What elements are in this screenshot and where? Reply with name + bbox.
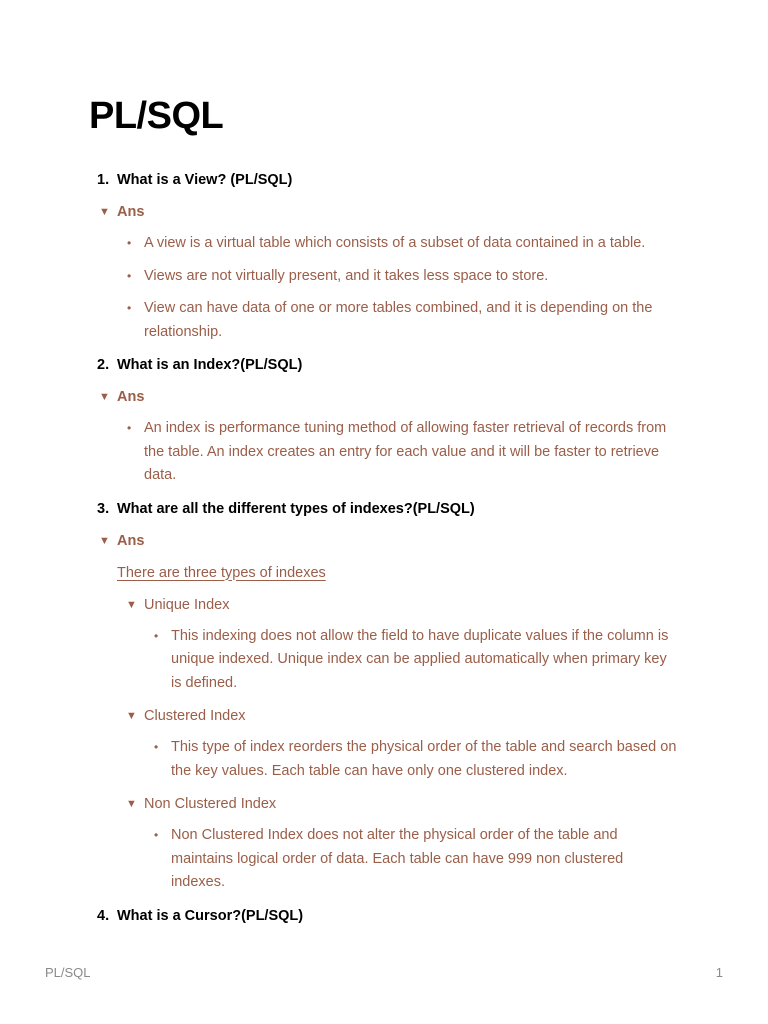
question-4 bbox=[0, 904, 768, 928]
page-number: 1 bbox=[715, 965, 723, 980]
bullet-text: Views are not virtually present, and it takes less space to store. bbox=[144, 267, 549, 284]
page-title: PL/SQL bbox=[89, 95, 224, 137]
triangle-down-icon[interactable]: ▼ bbox=[99, 391, 110, 403]
toggle-label[interactable]: Ans bbox=[117, 389, 145, 405]
answer-toggle-2[interactable] bbox=[0, 385, 768, 409]
bullet-text: This indexing does not allow the field to have duplicate values if the column is unique indexed. Unique index can be applied automatically when primary key is defined. bbox=[171, 627, 669, 691]
bullet-text: An index is performance tuning method of allowing faster retrieval of records from the table. An index creates an entry for each value and it will be faster to retrieve data. bbox=[144, 420, 667, 483]
triangle-down-icon[interactable]: ▼ bbox=[126, 798, 137, 810]
list-item bbox=[0, 297, 684, 344]
question-text: What are all the different types of indexes?(PL/SQL) bbox=[117, 500, 475, 517]
question-list bbox=[0, 168, 768, 936]
question-text: What is an Index?(PL/SQL) bbox=[117, 357, 303, 373]
list-item bbox=[0, 736, 681, 783]
question-1 bbox=[0, 168, 768, 192]
index-types-intro bbox=[0, 561, 768, 585]
list-item bbox=[0, 417, 684, 488]
list-item bbox=[0, 232, 684, 256]
question-number: 4. bbox=[97, 907, 110, 924]
bullet-icon: • bbox=[154, 740, 159, 754]
answer-toggle-1[interactable] bbox=[0, 200, 768, 224]
list-item bbox=[0, 824, 681, 895]
question-2 bbox=[0, 353, 768, 377]
question-text: What is a Cursor?(PL/SQL) bbox=[117, 907, 304, 924]
toggle-label[interactable]: Ans bbox=[117, 532, 145, 549]
list-item bbox=[0, 265, 684, 289]
bullet-icon: • bbox=[127, 421, 132, 435]
bullet-icon: • bbox=[154, 628, 159, 643]
toggle-label[interactable]: Ans bbox=[117, 204, 145, 220]
question-3 bbox=[0, 497, 768, 521]
bullet-icon: • bbox=[127, 268, 132, 283]
bullet-icon: • bbox=[127, 236, 132, 250]
subtype-toggle-unique-index[interactable] bbox=[0, 593, 768, 617]
bullet-text: Non Clustered Index does not alter the physical order of the table and maintains logical order of data. Each table can have 999 non clustered indexes. bbox=[171, 827, 624, 890]
bullet-text: This type of index reorders the physical order of the table and search based on the key values. Each table can have only one clustered index. bbox=[171, 739, 677, 779]
triangle-down-icon[interactable]: ▼ bbox=[126, 598, 137, 611]
question-number: 3. bbox=[97, 500, 110, 517]
bullet-icon: • bbox=[127, 301, 132, 315]
triangle-down-icon[interactable]: ▼ bbox=[126, 710, 137, 722]
answer-toggle-3[interactable] bbox=[0, 529, 768, 553]
subtype-toggle-non-clustered-index[interactable] bbox=[0, 792, 768, 816]
intro-text: There are three types of indexes bbox=[117, 564, 326, 581]
subtype-label[interactable]: Unique Index bbox=[144, 596, 230, 613]
subtype-label[interactable]: Non Clustered Index bbox=[144, 796, 277, 812]
triangle-down-icon[interactable]: ▼ bbox=[99, 534, 110, 547]
question-number: 2. bbox=[97, 357, 110, 373]
list-item bbox=[0, 625, 681, 696]
subtype-toggle-clustered-index[interactable] bbox=[0, 704, 768, 728]
bullet-text: A view is a virtual table which consists of a subset of data contained in a table. bbox=[144, 235, 646, 251]
bullet-text: View can have data of one or more tables combined, and it is depending on the relationship. bbox=[144, 300, 653, 340]
footer-title: PL/SQL bbox=[45, 965, 91, 980]
triangle-down-icon[interactable]: ▼ bbox=[99, 206, 110, 218]
question-number: 1. bbox=[97, 172, 110, 188]
bullet-icon: • bbox=[154, 828, 159, 842]
subtype-label[interactable]: Clustered Index bbox=[144, 708, 246, 724]
question-text: What is a View? (PL/SQL) bbox=[117, 172, 293, 188]
